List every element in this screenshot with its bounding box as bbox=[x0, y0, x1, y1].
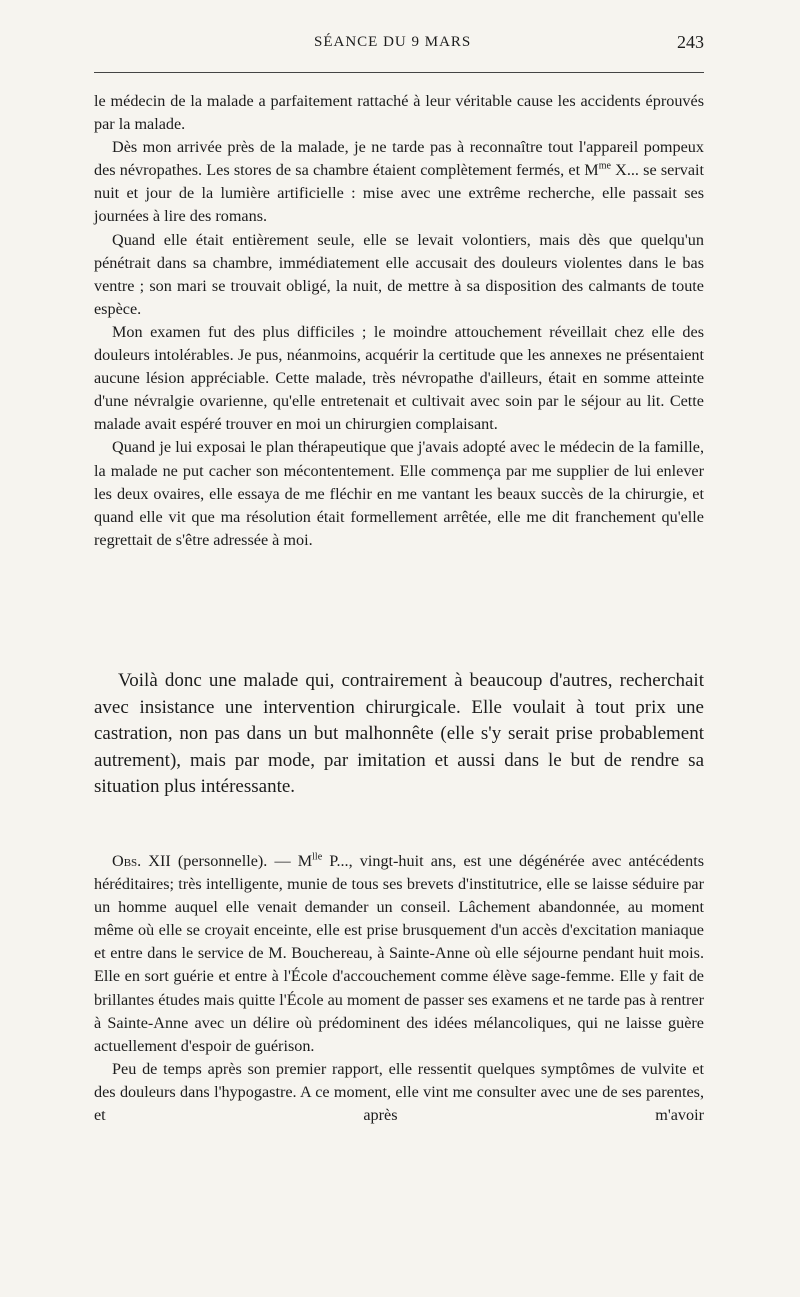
commentary-block bbox=[94, 668, 704, 801]
case-text-block bbox=[94, 90, 704, 552]
text-run: Dès mon arrivée près de la malade, je ne tarde pas à reconnaître tout l'appareil pompeux des névropathes. Les stores de sa chambre étaient complètement fermés, et M bbox=[94, 138, 704, 180]
running-title: SÉANCE DU 9 MARS bbox=[314, 34, 472, 50]
text-run: P..., vingt-huit ans, est une dégénérée avec antécédents héréditaires; très intelligente, munie de tous ses brevets d'institutrice, elle se laisse séduire par un homme auquel elle venait demander un conseil. Lâchement abandonnée, au moment même où elle se croyait enceinte, elle est prise brusquement d'un accès d'excitation maniaque et entre dans le service de M. Bouchereau, à Sainte-Anne où elle séjourne pendant huit mois. Elle en sort guérie et entre à l'École d'accouchement comme élève sage-femme. Elle y fait de brillantes études mais quitte l'École au moment de passer ses examens et ne tarde pas à rentrer à Sainte-Anne avec un délire où prédominent des idées mélancoliques, qui ne laisse guère actuellement d'espoir de guérison. bbox=[94, 852, 704, 1055]
observation-block bbox=[94, 850, 704, 1127]
paragraph: Peu de temps après son premier rapport, elle ressentit quelques symptômes de vulvite et des douleurs dans l'hypogastre. A ce moment, elle vint me consulter avec une de ses parentes, et après m'avoir bbox=[94, 1059, 704, 1125]
page-number: 243 bbox=[677, 32, 704, 52]
superscript: lle bbox=[312, 851, 323, 863]
paragraph bbox=[94, 136, 704, 228]
paragraph bbox=[94, 850, 704, 1058]
text-run: (personnelle). — M bbox=[170, 852, 313, 870]
paragraph: le médecin de la malade a parfaitement rattaché à leur véritable cause les accidents éprouvés par la malade. bbox=[94, 92, 704, 134]
text-run: X... se servait nuit et jour de la lumière artificielle : mise avec une extrême recherche, elle passait ses journées à lire des romans. bbox=[94, 161, 704, 226]
paragraph: Quand elle était entièrement seule, elle se levait volontiers, mais dès que quelqu'un pénétrait dans sa chambre, immédiatement elle accusait des douleurs violentes dans le bas ventre ; son mari se trouvait obligé, la nuit, de mettre à sa disposition des calmants de toute espèce. bbox=[94, 230, 704, 318]
header-rule bbox=[94, 72, 704, 73]
superscript: me bbox=[598, 160, 611, 172]
observation-label: Obs. XII bbox=[112, 852, 171, 870]
page-header bbox=[94, 34, 704, 60]
paragraph: Quand je lui exposai le plan thérapeutique que j'avais adopté avec le médecin de la famille, la malade ne put cacher son mécontentement. Elle commença par me supplier de lui enlever les deux ovaires, elle essaya de me fléchir en me vantant les beaux succès de la chirurgie, et quand elle vit que ma résolution était formellement arrêtée, elle me dit franchement qu'elle regrettait de s'être adressée à moi. bbox=[94, 438, 704, 549]
paragraph: Voilà donc une malade qui, contrairement à beaucoup d'autres, recherchait avec insistance une intervention chirurgicale. Elle voulait à tout prix une castration, non pas dans un but malhonnête (elle s'y serait prise probablement autrement), mais par mode, par imitation et aussi dans le but de rendre sa situation plus intéressante. bbox=[94, 670, 704, 797]
paragraph: Mon examen fut des plus difficiles ; le moindre attouchement réveillait chez elle des douleurs intolérables. Je pus, néanmoins, acquérir la certitude que les annexes ne présentaient aucune lésion appréciable. Cette malade, très névropathe d'ailleurs, était en somme atteinte d'une névralgie ovarienne, qu'elle entretenait et cultivait avec soin par le séjour au lit. Cette malade avait espéré trouver en moi un chirurgien complaisant. bbox=[94, 322, 704, 434]
